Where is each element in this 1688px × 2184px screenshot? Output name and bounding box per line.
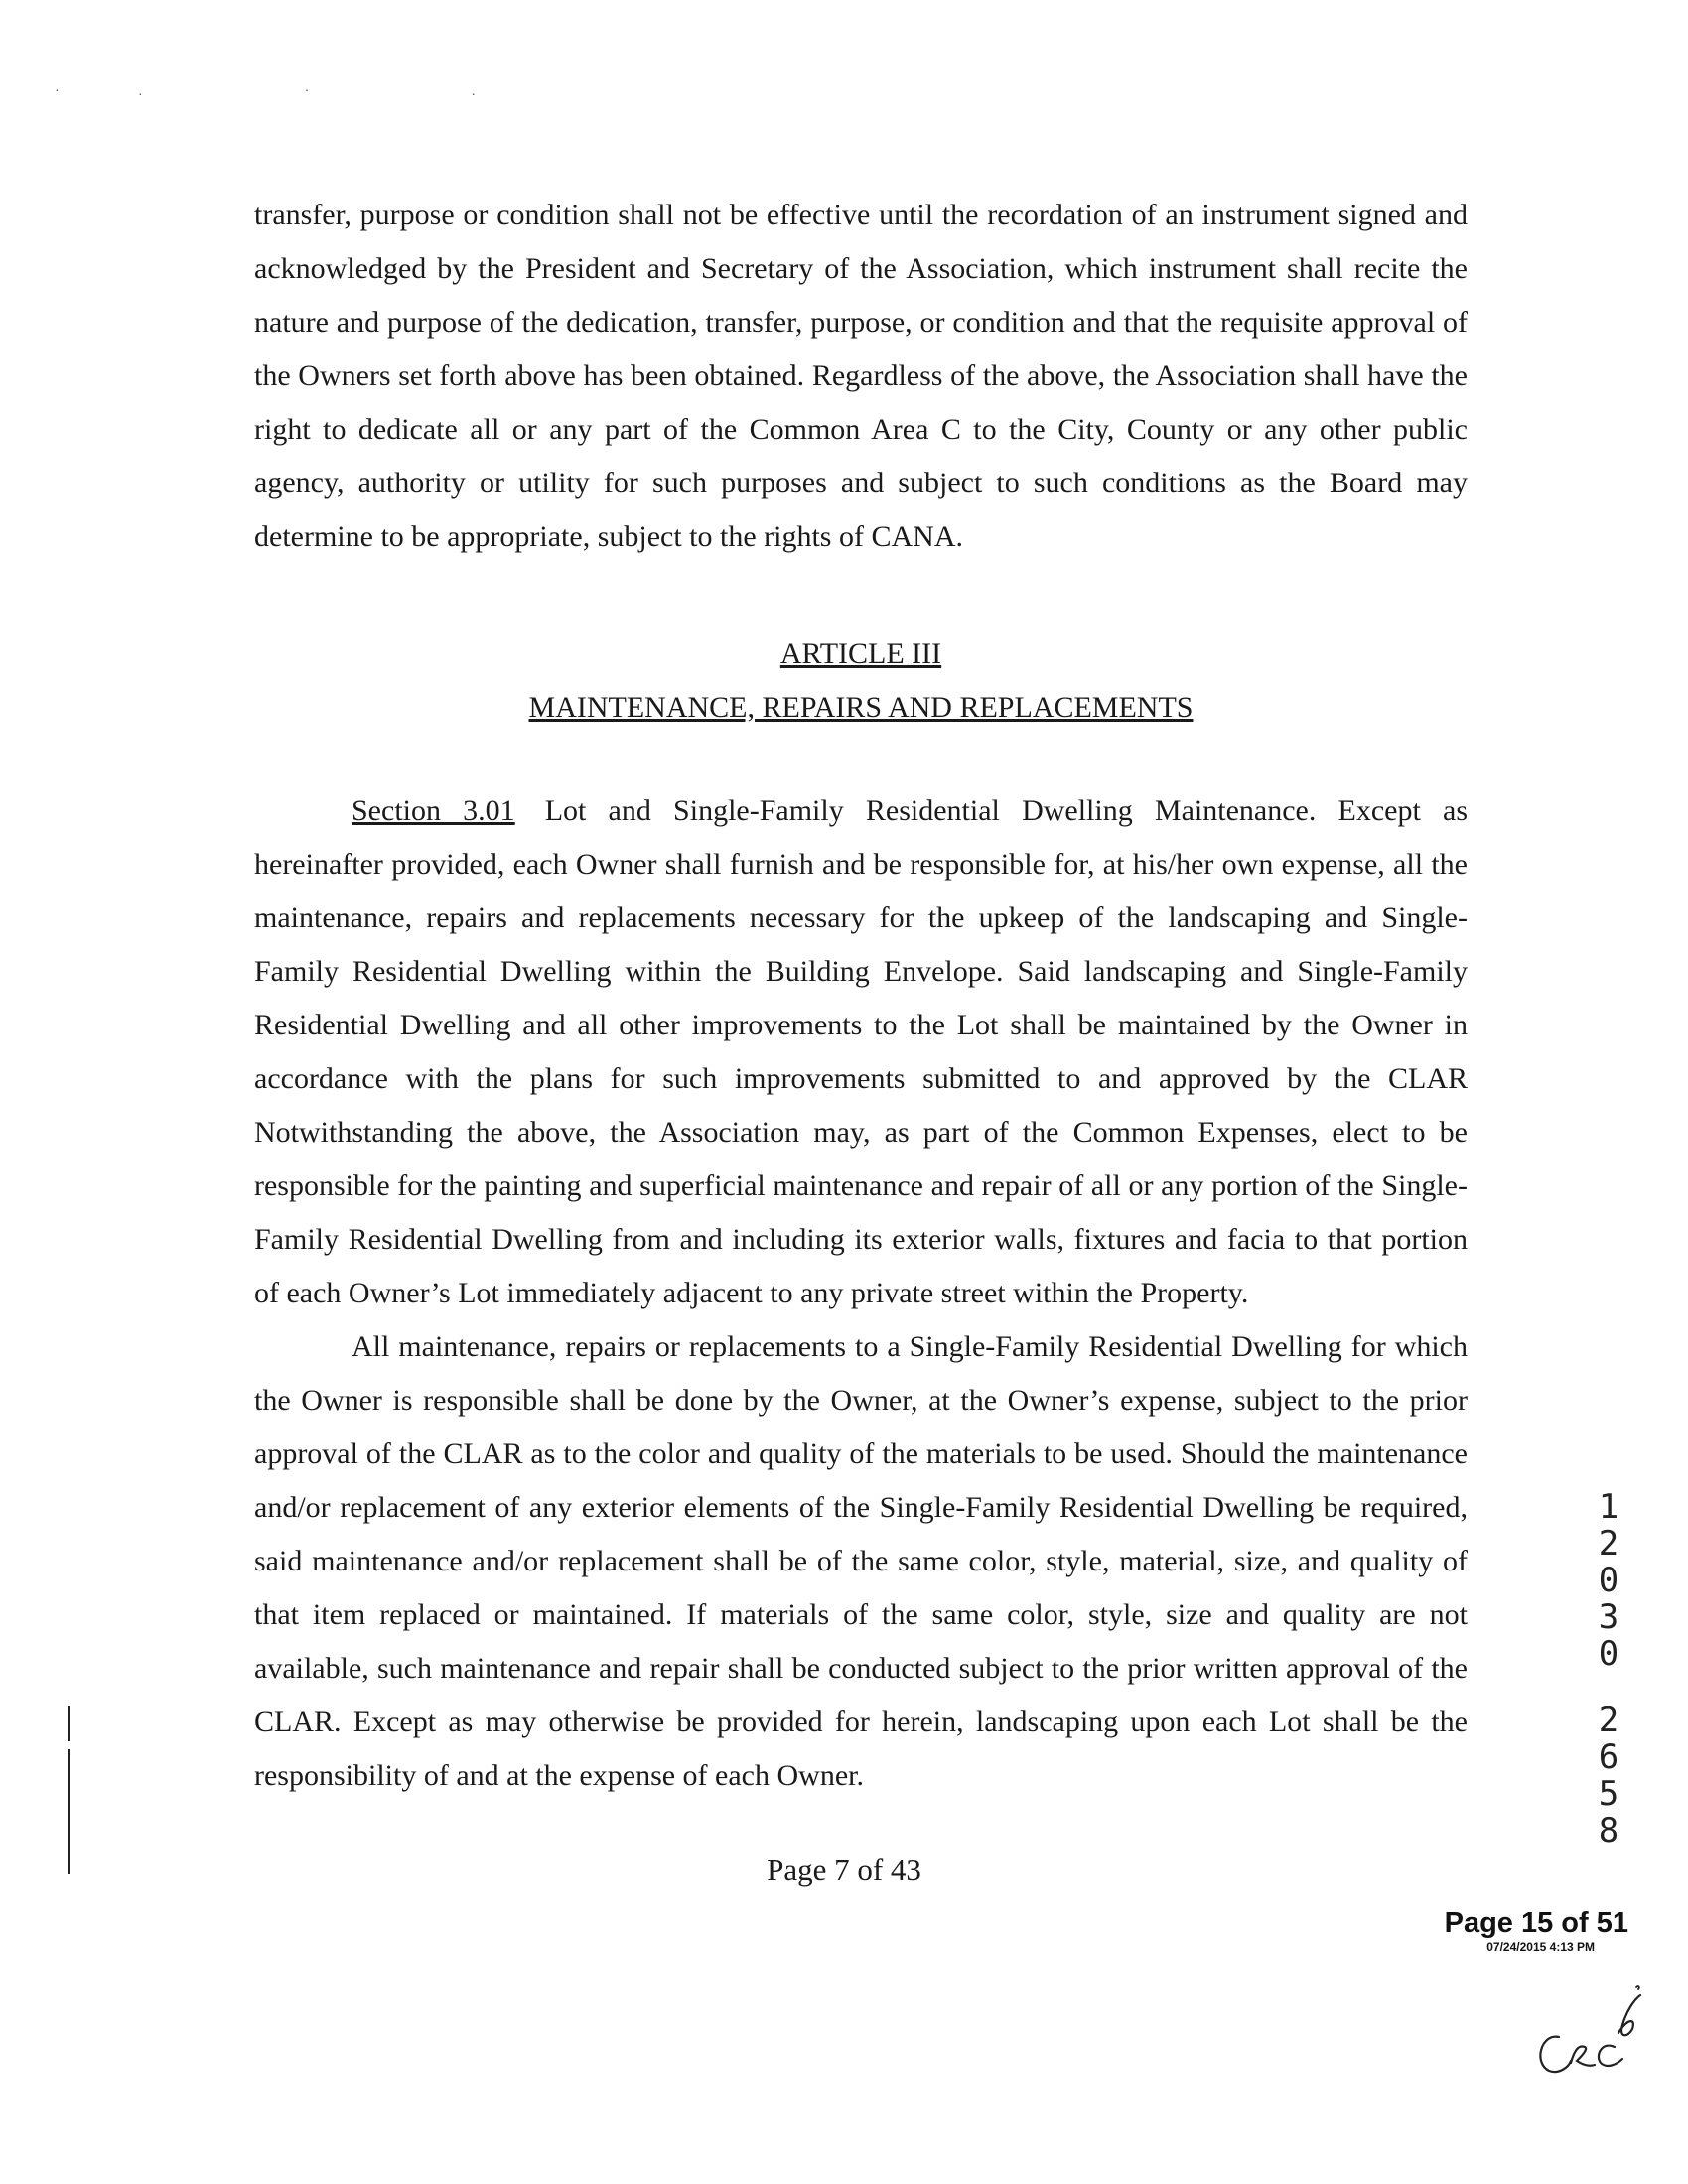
scan-margin-lines	[68, 1706, 71, 1874]
article-number: ARTICLE III	[779, 637, 942, 670]
article-heading	[254, 627, 1468, 735]
section-text: Lot and Single-Family Residential Dwelling Maintenance. Except as hereinafter provided, each Owner shall furnish and be responsible for, at his/her own expense, all the maintenance, repairs and replacements necessary for the upkeep of the landscaping and Single-Family Residential Dwelling within the Building Envelope. Said landscaping and Single-Family Residential Dwelling and all other improvements to the Lot shall be maintained by the Owner in accordance with the plans for such improvements submitted to and approved by the CLAR Notwithstanding the above, the Association may, as part of the Common Expenses, elect to be responsible for the painting and superficial maintenance and repair of all or any portion of the Single-Family Residential Dwelling from and including its exterior walls, fixtures and facia to that portion of each Owner’s Lot immediately adjacent to any private street within the Property.	[254, 794, 1468, 1309]
paragraph-3-text: All maintenance, repairs or replacements to a Single-Family Residential Dwelling for which the Owner is responsible shall be done by the Owner, at the Owner’s expense, subject to the prior approval of the CLAR as to the color and quality of the materials to be used. Should the maintenance and/or replacement of any exterior elements of the Single-Family Residential Dwelling be required, said maintenance and/or replacement shall be of the same color, style, material, size, and quality of that item replaced or maintained. If materials of the same color, style, size and quality are not available, such maintenance and repair shall be conducted subject to the prior written approval of the CLAR. Except as may otherwise be provided for herein, landscaping upon each Lot shall be the responsibility of and at the expense of each Owner.	[254, 1330, 1468, 1792]
recorder-stamp	[1370, 1906, 1628, 1954]
recording-digit: 2	[1598, 1701, 1619, 1740]
recording-digit: 8	[1598, 1811, 1619, 1850]
paragraph-dedication: transfer, purpose or condition shall not be effective until the recordation of an instrument signed and acknowledged by the President and Secretary of the Association, which instrument shall recite the nature and purpose of the dedication, transfer, purpose, or condition and that the requisite approval of the Owners set forth above has been obtained. Regardless of the above, the Association shall have the right to dedicate all or any part of the Common Area C to the City, County or any other public agency, authority or utility for such purposes and subject to such conditions as the Board may determine to be appropriate, subject to the rights of CANA.	[254, 199, 1468, 553]
recording-number-vertical	[1594, 1489, 1623, 1849]
section-label: Section 3.01	[352, 794, 515, 827]
recording-digit: 1	[1598, 1487, 1619, 1527]
page-number: Page 7 of 43	[767, 1852, 921, 1887]
scan-artifacts: ·. · .	[55, 84, 555, 99]
section-3-01-paragraph	[254, 784, 1468, 1320]
recording-digit: 5	[1598, 1774, 1619, 1814]
recording-digit: 6	[1598, 1737, 1619, 1777]
paragraph-maintenance-approval	[254, 1320, 1468, 1803]
handwritten-initials	[1519, 1976, 1648, 2095]
recording-digit: 3	[1598, 1597, 1619, 1637]
recording-digit: 2	[1598, 1524, 1619, 1564]
recorder-page-count: Page 15 of 51	[1444, 1907, 1628, 1939]
recording-digit: 0	[1598, 1561, 1619, 1600]
recording-gap	[1594, 1673, 1623, 1703]
recording-digit: 0	[1598, 1634, 1619, 1674]
article-title: MAINTENANCE, REPAIRS AND REPLACEMENTS	[528, 691, 1194, 724]
recorder-timestamp: 07/24/2015 4:13 PM	[1486, 1940, 1595, 1954]
